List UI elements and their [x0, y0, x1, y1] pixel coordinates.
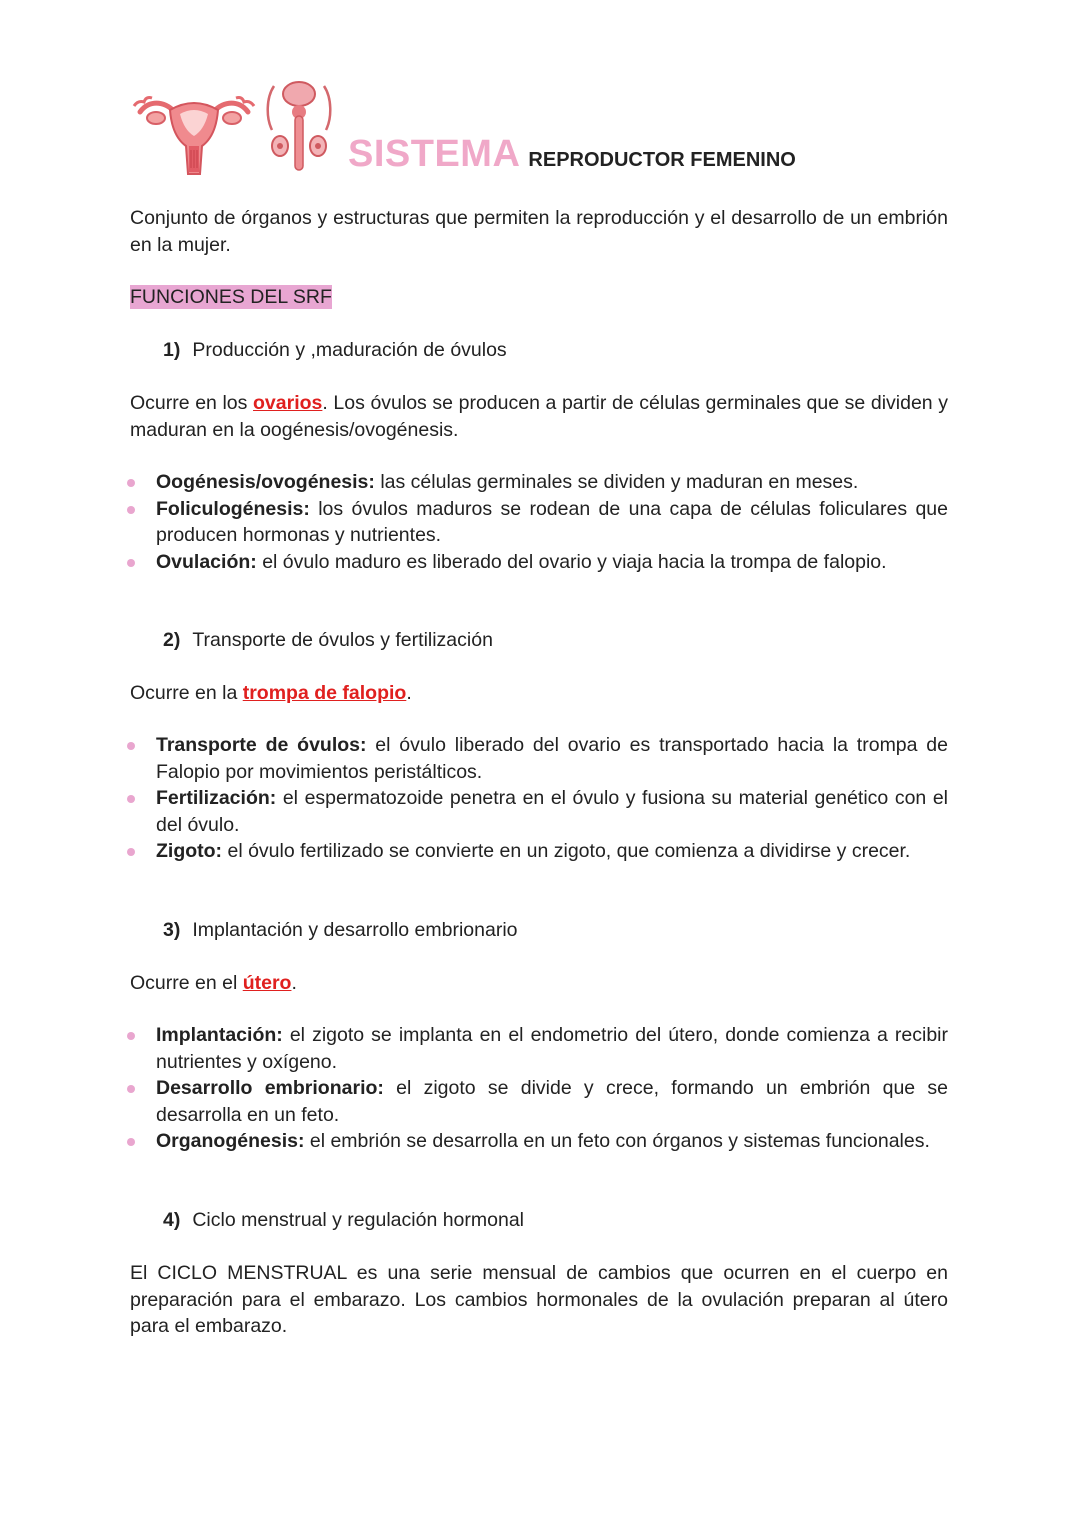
- bullet-term: Implantación:: [156, 1024, 283, 1046]
- location-prefix: Ocurre en la: [130, 682, 243, 704]
- list-item: [130, 785, 948, 838]
- bullet-dot: [127, 479, 135, 487]
- section-3-location: [130, 970, 948, 997]
- functions-heading: FUNCIONES DEL SRF: [130, 286, 332, 308]
- section-title: Ciclo menstrual y regulación hormonal: [192, 1209, 524, 1231]
- functions-heading-wrap: [130, 284, 948, 311]
- bullet-text: los óvulos maduros se rodean de una capa de células foliculares que producen hormonas y nutrientes.: [156, 497, 948, 546]
- list-item: [130, 1128, 948, 1155]
- bullet-dot: [127, 506, 135, 514]
- bullet-term: Desarrollo embrionario:: [156, 1077, 384, 1099]
- bullet-text: el embrión se desarrolla en un feto con órganos y sistemas funcionales.: [304, 1130, 930, 1152]
- bullet-term: Transporte de óvulos:: [156, 734, 367, 756]
- bullet-dot: [127, 559, 135, 567]
- bullet-term: Zigoto:: [156, 840, 223, 862]
- bullet-term: Oogénesis/ovogénesis:: [156, 471, 375, 493]
- uterus-icon: [130, 84, 258, 180]
- intro-paragraph: Conjunto de órganos y estructuras que permiten la reproducción y el desarrollo de un embrión en la mujer.: [130, 207, 948, 256]
- section-2-bullets: [130, 732, 948, 865]
- location-suffix: .: [406, 682, 412, 704]
- list-item: [130, 496, 948, 549]
- male-reproductive-icon: [262, 78, 336, 178]
- bullet-dot: [127, 742, 135, 750]
- bullet-dot: [127, 1032, 135, 1040]
- list-item: [130, 1075, 948, 1128]
- bullet-term: Organogénesis:: [156, 1130, 305, 1152]
- location-link-trompa[interactable]: trompa de falopio: [242, 682, 407, 704]
- bullet-term: Ovulación:: [156, 550, 257, 573]
- section-3-heading: [163, 917, 518, 943]
- section-1-heading: [163, 337, 507, 363]
- bullet-text: el óvulo liberado del ovario es transportado hacia la trompa de Falopio por movimientos peristálticos.: [156, 734, 948, 783]
- bullet-text: el zigoto se divide y crece, formando un embrión que se desarrolla en un feto.: [156, 1077, 948, 1126]
- bullet-text: las células germinales se dividen y maduran en meses.: [374, 471, 859, 493]
- location-link-utero[interactable]: útero: [242, 972, 292, 994]
- section-title: Implantación y desarrollo embrionario: [192, 919, 518, 941]
- location-prefix: Ocurre en el: [130, 972, 243, 994]
- location-suffix: .: [291, 972, 297, 994]
- list-item: [130, 732, 948, 785]
- section-number: 4): [163, 1209, 181, 1231]
- list-item: [130, 838, 948, 865]
- page-title: [348, 133, 796, 176]
- bullet-text: el espermatozoide penetra en el óvulo y fusiona su material genético con el del óvulo.: [156, 787, 948, 836]
- bullet-text: el óvulo maduro es liberado del ovario y viaja hacia la trompa de falopio.: [256, 550, 887, 573]
- list-item: [130, 1022, 948, 1075]
- section-number: 2): [163, 629, 181, 651]
- list-item: [130, 549, 948, 576]
- section-1-location: [130, 390, 948, 443]
- section-number: 1): [163, 339, 181, 361]
- location-suffix: . Los óvulos se producen a partir de células germinales que se dividen y maduran en la oogénesis/ovogénesis.: [130, 392, 949, 441]
- title-subtitle: REPRODUCTOR FEMENINO: [528, 149, 796, 171]
- bullet-dot: [127, 1138, 135, 1146]
- bullet-dot: [127, 795, 135, 803]
- document-header: [130, 78, 950, 178]
- bullet-term: Foliculogénesis:: [156, 497, 310, 520]
- section-1-bullets: [130, 469, 948, 575]
- title-sistema: SISTEMA: [348, 133, 521, 175]
- list-item: [130, 469, 948, 496]
- bullet-dot: [127, 848, 135, 856]
- section-4-heading: [163, 1207, 524, 1233]
- section-title: Producción y ,maduración de óvulos: [192, 339, 507, 361]
- location-link-ovarios[interactable]: ovarios: [253, 392, 323, 414]
- bullet-text: el zigoto se implanta en el endometrio del útero, donde comienza a recibir nutrientes y oxígeno.: [156, 1024, 948, 1073]
- bullet-dot: [127, 1085, 135, 1093]
- section-2-heading: [163, 627, 493, 653]
- bullet-term: Fertilización:: [156, 787, 277, 809]
- section-title: Transporte de óvulos y fertilización: [192, 629, 493, 651]
- section-2-location: [130, 680, 948, 707]
- section-4-paragraph: El CICLO MENSTRUAL es una serie mensual de cambios que ocurren en el cuerpo en preparación para el embarazo. Los cambios hormonales de la ovulación preparan al útero para el embarazo.: [130, 1262, 948, 1337]
- location-prefix: Ocurre en los: [130, 392, 254, 414]
- section-number: 3): [163, 919, 181, 941]
- bullet-text: el óvulo fertilizado se convierte en un zigoto, que comienza a dividirse y crecer.: [222, 840, 911, 862]
- section-3-bullets: [130, 1022, 948, 1155]
